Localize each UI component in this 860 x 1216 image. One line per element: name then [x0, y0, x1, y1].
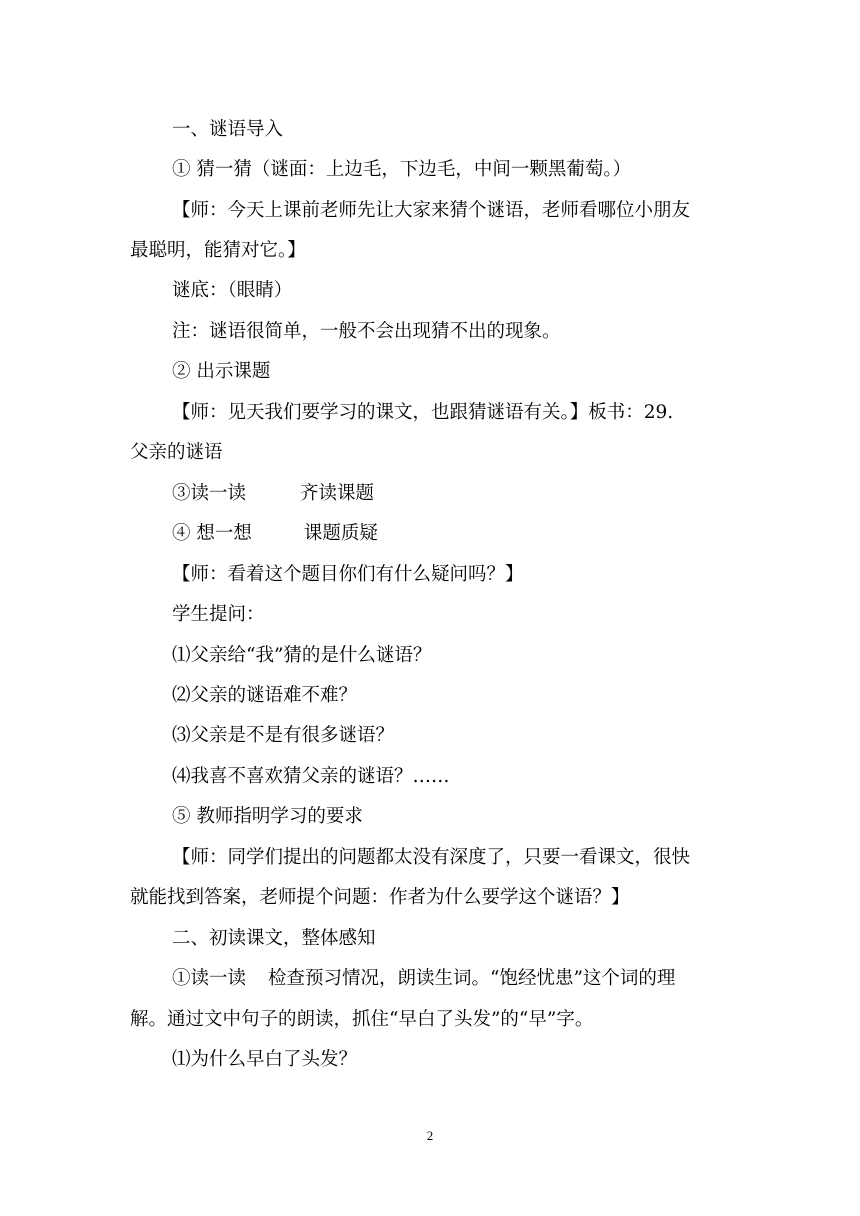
paragraph-line: 父亲的谜语 [130, 442, 223, 463]
paragraph-line: 【师：同学们提出的问题都太没有深度了，只要一看课文，很快 [172, 847, 691, 868]
section-heading-2: 二、初读课文，整体感知 [172, 928, 376, 949]
page-number: 2 [426, 1128, 434, 1143]
paragraph-line [172, 482, 374, 506]
line-part: ③读一读 [172, 483, 247, 504]
paragraph-line: 学生提问： [172, 604, 265, 625]
list-item: ⑵父亲的谜语难不难？ [172, 685, 358, 706]
paragraph-line: 【师：看着这个题目你们有什么疑问吗？】 [172, 564, 524, 585]
paragraph-line: 谜底：（眼睛） [172, 280, 293, 301]
paragraph-line: 【师：见天我们要学习的课文，也跟猜谜语有关。】板书：29. [172, 402, 674, 423]
section-heading-1: 一、谜语导入 [172, 119, 284, 140]
paragraph-line: 解。通过文中句子的朗读，抓住“早白了头发”的“早”字。 [130, 1009, 594, 1030]
paragraph-line [172, 967, 675, 991]
line-part: ④ 想一想 [172, 523, 252, 544]
line-part: 课题质疑 [303, 523, 378, 544]
list-item: ⑷我喜不喜欢猜父亲的谜语？…… [172, 766, 450, 787]
line-part: 齐读课题 [300, 483, 375, 504]
list-item: ⑴父亲给“我”猜的是什么谜语？ [172, 645, 432, 666]
paragraph-line: ② 出示课题 [172, 361, 271, 382]
paragraph-line: 【师：今天上课前老师先让大家来猜个谜语，老师看哪位小朋友 [172, 200, 691, 221]
paragraph-line: 最聪明，能猜对它。】 [130, 240, 306, 261]
list-item: ⑴为什么早白了头发？ [172, 1049, 358, 1070]
paragraph-line: ⑤ 教师指明学习的要求 [172, 806, 363, 827]
paragraph-line: 注：谜语很简单，一般不会出现猜不出的现象。 [172, 321, 561, 342]
paragraph-line: ① 猜一猜（谜面：上边毛，下边毛，中间一颗黑葡萄。） [172, 159, 632, 180]
paragraph-line [172, 522, 378, 546]
line-part: 检查预习情况，朗读生词。“饱经忧患”这个词的理 [268, 968, 676, 989]
paragraph-line: 就能找到答案，老师提个问题：作者为什么要学这个谜语？】 [130, 887, 630, 908]
list-item: ⑶父亲是不是有很多谜语？ [172, 725, 395, 746]
line-part: ①读一读 [172, 968, 247, 989]
